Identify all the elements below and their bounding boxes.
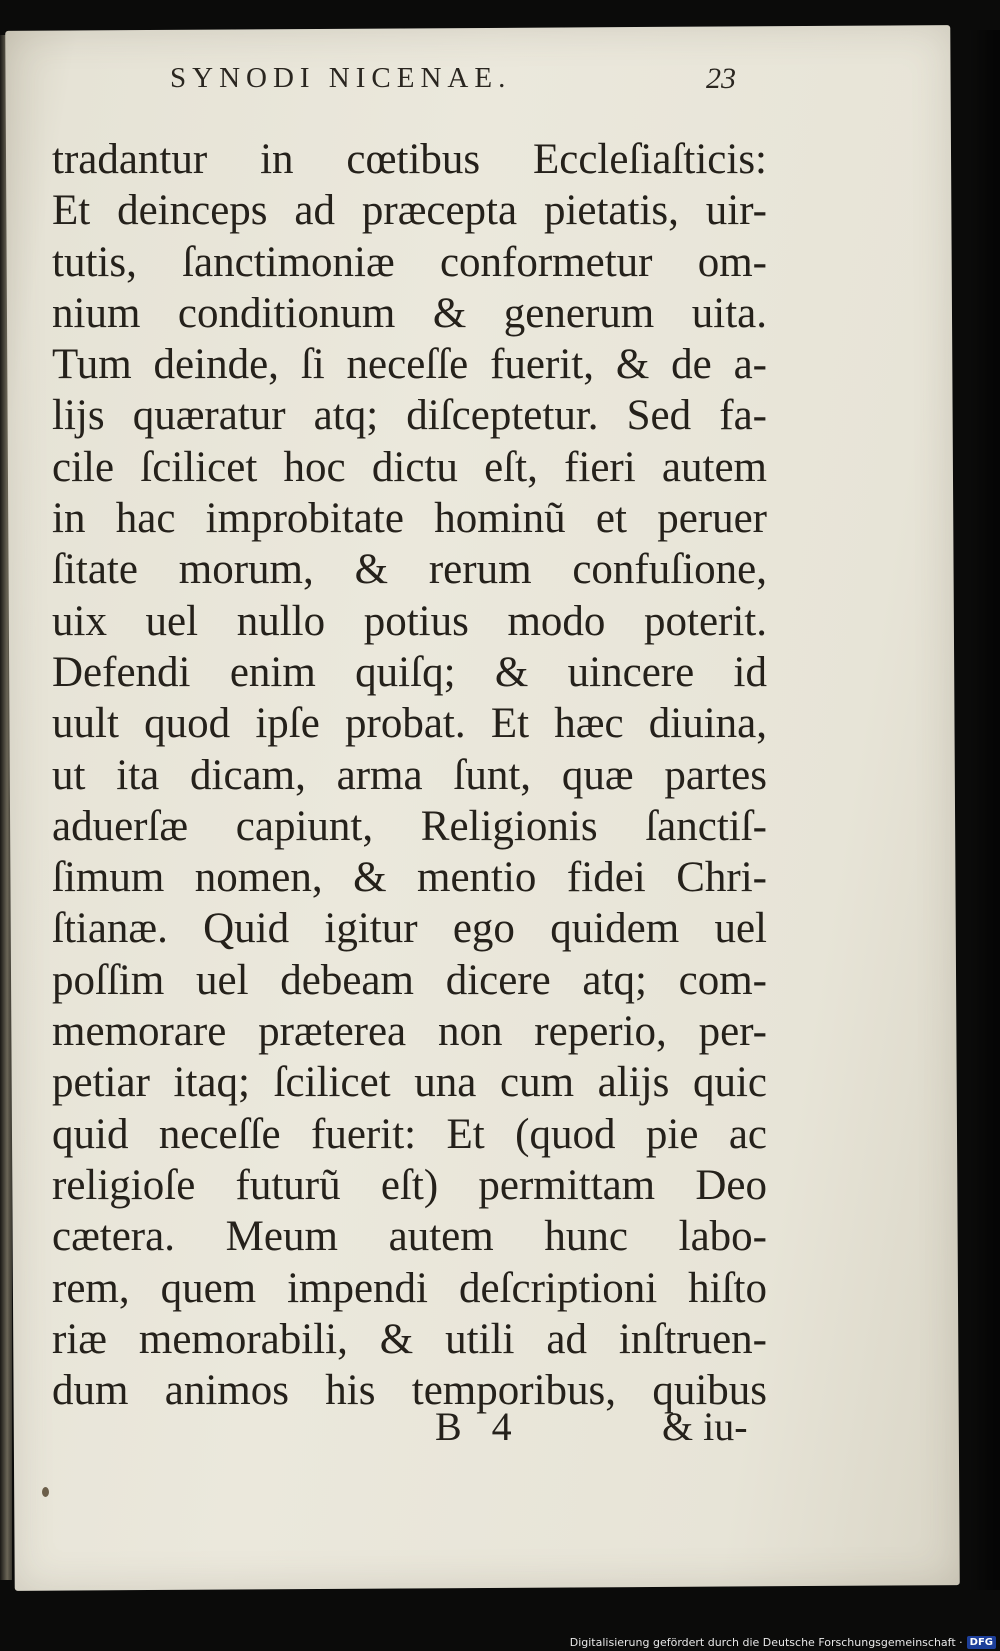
text-line: Et deinceps ad præcepta pietatis, uir- — [52, 187, 767, 235]
text-line: aduerſæ capiunt, Religionis ſanctiſ- — [52, 802, 767, 850]
body-text — [52, 134, 767, 1416]
ink-spot — [42, 1487, 49, 1497]
text-line: uix uel nullo potius modo poterit. — [52, 597, 767, 645]
text-line: poſſim uel debeam dicere atq; com- — [52, 956, 767, 1004]
text-line: cile ſcilicet hoc dictu eſt, fieri autem — [52, 443, 767, 491]
text-line: ſimum nomen, & mentio fidei Chri- — [52, 854, 767, 902]
text-line: ſtianæ. Quid igitur ego quidem uel — [52, 905, 767, 953]
text-line: rem, quem impendi deſcriptioni hiſto — [52, 1264, 767, 1312]
text-line: ſitate morum, & rerum confuſione, — [52, 546, 767, 594]
page-edge-shadow — [970, 30, 1000, 1590]
catchword: & iu- — [662, 1404, 748, 1449]
text-line: religioſe futurũ eſt) permittam Deo — [52, 1161, 767, 1209]
text-line: quid neceſſe fuerit: Et (quod pie ac — [52, 1110, 767, 1158]
text-line: ut ita dicam, arma ſunt, quæ partes — [52, 751, 767, 799]
digitization-footer — [570, 1634, 996, 1651]
text-line: Defendi enim quiſq; & uincere id — [52, 648, 767, 696]
text-line: nium conditionum & generum uita. — [52, 289, 767, 337]
text-line: memorare præterea non reperio, per- — [52, 1008, 767, 1056]
signature-mark: B 4 — [435, 1404, 522, 1449]
dfg-logo-badge: DFG — [967, 1636, 996, 1649]
text-line: Tum deinde, ſi neceſſe fuerit, & de a- — [52, 341, 767, 389]
text-line: in hac improbitate hominũ et peruer — [52, 495, 767, 543]
text-line: petiar itaq; ſcilicet una cum alijs quic — [52, 1059, 767, 1107]
text-line: lijs quæratur atq; diſceptetur. Sed fa- — [52, 392, 767, 440]
footer-credit-text: Digitalisierung gefördert durch die Deutsche Forschungsgemeinschaft · — [569, 1636, 963, 1649]
text-line: uult quod ipſe probat. Et hæc diuina, — [52, 700, 767, 748]
text-line: dum animos his temporibus, quibus — [52, 1367, 767, 1415]
text-line: tutis, ſanctimoniæ conformetur om- — [52, 238, 767, 286]
text-line: cætera. Meum autem hunc labo- — [52, 1213, 767, 1261]
running-head: SYNODI NICENAE. — [170, 62, 512, 94]
text-line: riæ memorabili, & utili ad inſtruen- — [52, 1315, 767, 1363]
text-line: tradantur in cœtibus Eccleſiaſticis: — [52, 136, 767, 183]
page-number: 23 — [706, 62, 736, 95]
